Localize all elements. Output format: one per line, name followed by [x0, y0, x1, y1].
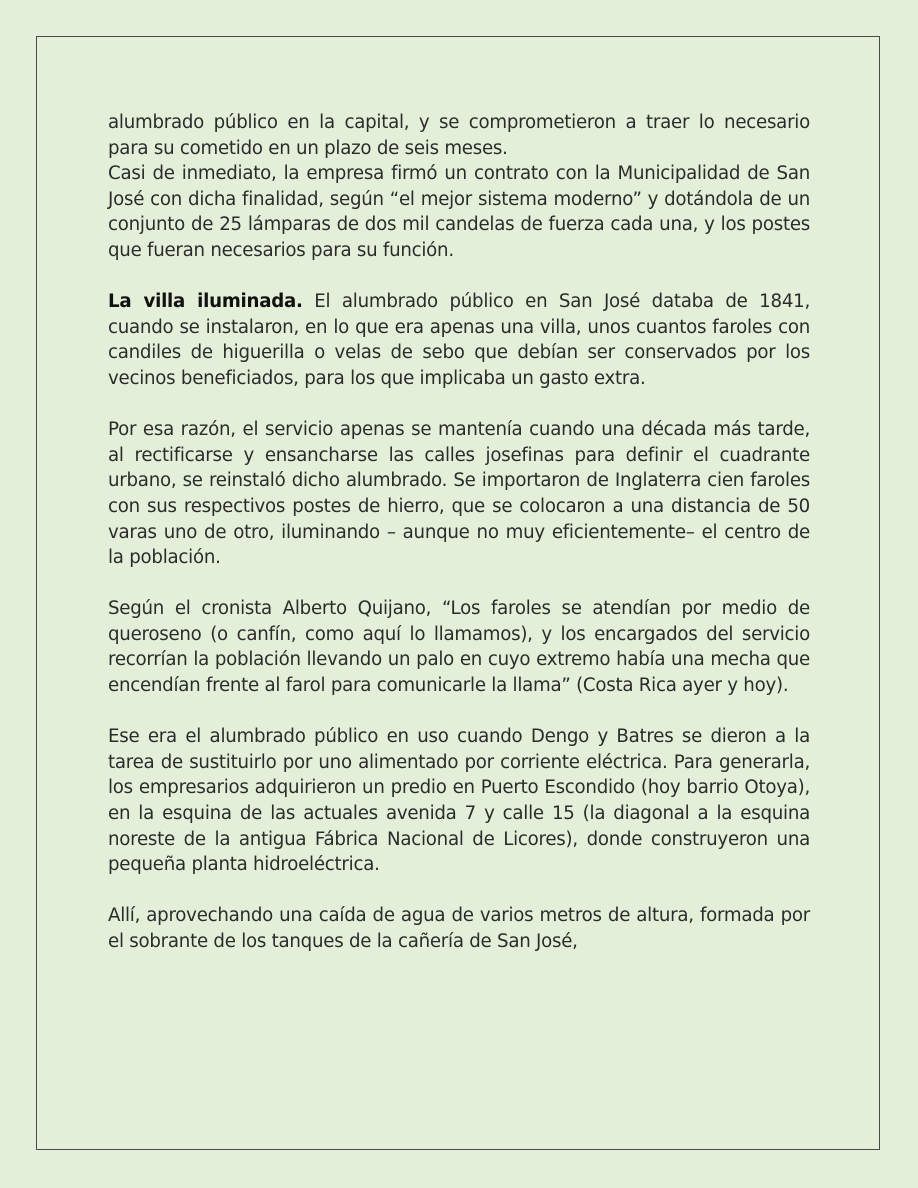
paragraph-caida-agua — [108, 903, 810, 954]
section-lead-heading: La villa iluminada. — [108, 291, 303, 313]
paragraph-text: Por esa razón, el servicio apenas se mantenía cuando una década más tarde, al rectificarse y ensancharse las calles josefinas para definir el cuadrante urbano, se reinstaló dicho alumbrado. Se importaron de Inglaterra cien faroles con sus respectivos postes de hierro, que se colocaron a una distancia de 50 varas uno de otro, iluminando – aunque no muy eficientemente– el centro de la población. — [108, 419, 810, 569]
paragraph-quijano — [108, 596, 810, 698]
document-body — [108, 110, 810, 955]
paragraph-dengo-batres — [108, 724, 810, 878]
paragraph-text: Casi de inmediato, la empresa firmó un contrato con la Municipalidad de San José con dicha finalidad, según “el mejor sistema moderno” y dotándola de un conjunto de 25 lámparas de dos mil candelas de fuerza cada una, y los postes que fueran necesarios para su función. — [108, 163, 810, 261]
paragraph-text: Según el cronista Alberto Quijano, “Los faroles se atendían por medio de queroseno (o canfín, como aquí lo llamamos), y los encargados del servicio recorrían la población llevando un palo en cuyo extremo había una mecha que encendían frente al farol para comunicarle la llama” (Costa Rica ayer y hoy). — [108, 598, 810, 697]
paragraph-text: El alumbrado público en San José databa de 1841, cuando se instalaron, en lo que era apenas una villa, unos cuantos faroles con candiles de higuerilla o velas de sebo que debían ser conservados por los vecinos beneficiados, para los que implicaba un gasto extra. — [108, 291, 810, 389]
paragraph-text: alumbrado público en la capital, y se comprometieron a traer lo necesario para su cometido en un plazo de seis meses. — [108, 112, 810, 159]
paragraph-faroles — [108, 417, 810, 571]
paragraph-villa-iluminada — [108, 289, 810, 391]
paragraph-continuation — [108, 110, 810, 161]
paragraph-contract — [108, 161, 810, 263]
paragraph-text: Ese era el alumbrado público en uso cuando Dengo y Batres se dieron a la tarea de sustituirlo por uno alimentado por corriente eléctrica. Para generarla, los empresarios adquirieron un predio en Puerto Escondido (hoy barrio Otoya), en la esquina de las actuales avenida 7 y calle 15 (la diagonal a la esquina noreste de la antigua Fábrica Nacional de Licores), donde construyeron una pequeña planta hidroeléctrica. — [108, 726, 810, 876]
paragraph-text: Allí, aprovechando una caída de agua de varios metros de altura, formada por el sobrante de los tanques de la cañería de San José, — [108, 905, 810, 952]
